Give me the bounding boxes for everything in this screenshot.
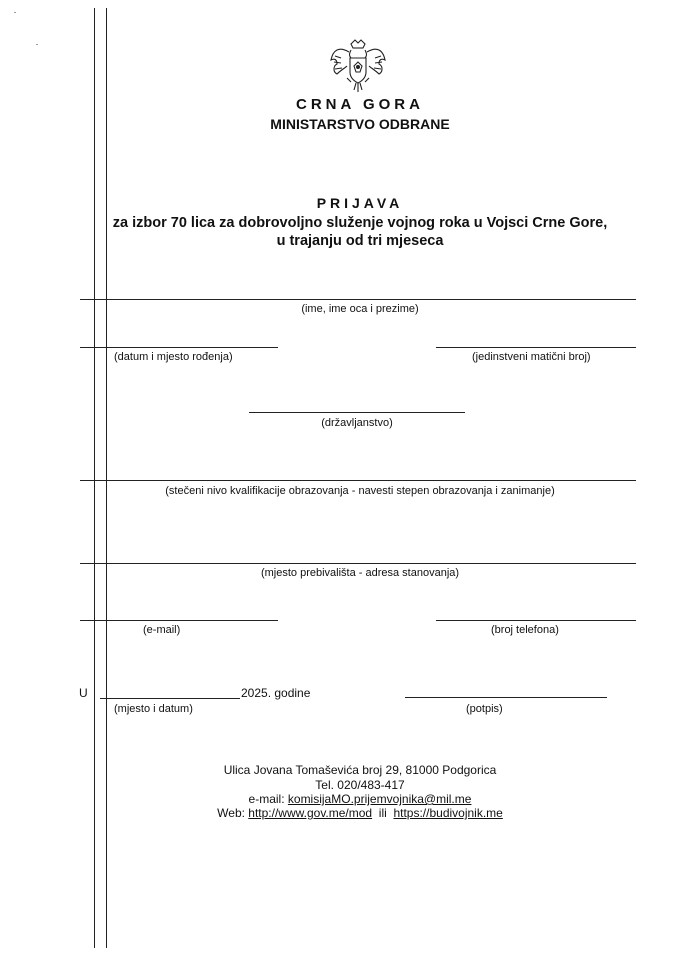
place-date-label: (mjesto i datum) (114, 703, 193, 715)
jmbg-label: (jedinstveni matični broj) (472, 351, 591, 363)
signature-input-line[interactable] (405, 697, 607, 698)
footer-email-prefix: e-mail: (248, 792, 288, 806)
footer-web-link-gov[interactable]: http://www.gov.me/mod (248, 806, 373, 820)
footer-address: Ulica Jovana Tomaševića broj 29, 81000 Podgorica (223, 763, 497, 777)
citizenship-label: (državljanstvo) (321, 417, 393, 429)
footer-email-line (120, 792, 600, 807)
scan-speck (36, 44, 38, 45)
signature-label: (potpis) (466, 703, 503, 715)
jmbg-input-line[interactable] (436, 347, 636, 348)
coat-of-arms-icon (329, 38, 387, 94)
place-date-input-line[interactable] (100, 698, 240, 699)
birth-input-line[interactable] (80, 347, 278, 348)
phone-input-line[interactable] (436, 620, 636, 621)
footer-tel: Tel. 020/483-417 (315, 778, 405, 792)
name-label: (ime, ime oca i prezime) (301, 303, 419, 315)
education-input-line[interactable] (80, 480, 636, 481)
education-label: (stečeni nivo kvalifikacije obrazovanja - navesti stepen obrazovanja i zanimanje) (165, 485, 555, 497)
residence-label: (mjesto prebivališta - adresa stanovanja) (260, 567, 460, 579)
phone-label: (broj telefona) (491, 624, 559, 636)
footer-web-link-budivojnik[interactable]: https://budivojnik.me (393, 806, 503, 820)
birth-label: (datum i mjesto rođenja) (114, 351, 233, 363)
form-title: PRIJAVA (316, 195, 404, 211)
footer-email-link[interactable]: komisijaMO.prijemvojnika@mil.me (287, 792, 472, 806)
place-prefix: U (79, 686, 88, 700)
margin-line-left (94, 8, 95, 948)
footer-web-separator: ili (372, 806, 394, 820)
form-subtitle-line2: u trajanju od tri mjeseca (276, 233, 444, 249)
margin-line-right (106, 8, 107, 948)
ministry-name: MINISTARSTVO ODBRANE (270, 116, 450, 132)
footer-web-prefix: Web: (217, 806, 249, 820)
scan-speck (14, 12, 16, 13)
citizenship-input-line[interactable] (249, 412, 465, 413)
form-subtitle-line1: za izbor 70 lica za dobrovoljno služenje vojnog roka u Vojsci Crne Gore, (112, 215, 608, 231)
email-input-line[interactable] (80, 620, 278, 621)
country-name: CRNA GORA (296, 96, 424, 113)
residence-input-line[interactable] (80, 563, 636, 564)
email-label: (e-mail) (143, 624, 181, 636)
footer-web-line (120, 806, 600, 821)
name-input-line[interactable] (80, 299, 636, 300)
year-text: 2025. godine (241, 686, 311, 700)
